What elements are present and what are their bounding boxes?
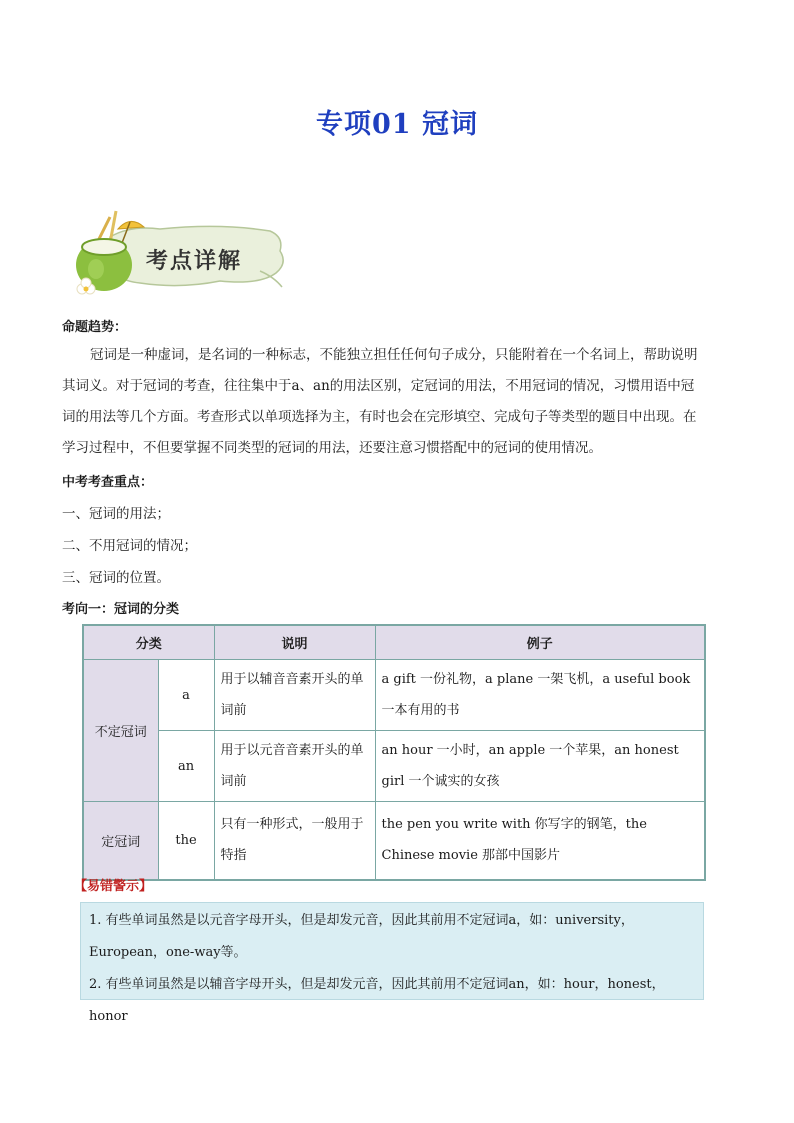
warning-title: 【易错警示】 [74,879,153,894]
header-cell: 例子 [375,625,705,660]
table-row [83,660,705,731]
banner-label: 考点详解 [146,248,243,274]
direction-heading: 考向一：冠词的分类 [62,602,180,617]
article-cell: a [158,660,214,731]
desc-cell: 用于以元音音素开头的单词前 [214,731,375,802]
example-cell: a gift 一份礼物，a plane 一架飞机，a useful book 一本有用的书 [375,660,705,731]
trend-heading: 命题趋势： [62,320,128,335]
example-cell: the pen you write with 你写字的钢笔，the Chinese movie 那部中国影片 [375,802,705,880]
warning-box [80,902,704,1024]
header-cell: 说明 [214,625,375,660]
focus-item: 一、冠词的用法； [62,506,170,522]
table-row [83,731,705,802]
focus-item: 三、冠词的位置。 [62,570,170,586]
focus-heading: 中考考查重点： [62,475,154,490]
desc-cell: 只有一种形式，一般用于特指 [214,802,375,880]
trend-paragraph: 冠词是一种虚词，是名词的一种标志，不能独立担任任何句子成分，只能附着在一个名词上，帮助说明其词义。对于冠词的考查，往往集中于a、an的用法区别，定冠词的用法，不用冠词的情况，习惯用语中冠词的用法等几个方面。考查形式以单项选择为主，有时也会在完形填空、完成句子等类型的题目中出现。在学习过程中，不但要掌握不同类型的冠词的用法，还要注意习惯搭配中的冠词的使用情况。 [62,347,698,456]
table-header-row [83,625,705,660]
header-cell: 分类 [83,625,214,660]
definite-article-label: 定冠词 [83,802,158,880]
article-cell: an [158,731,214,802]
page-title: 专项01 冠词 [316,109,478,140]
desc-cell: 用于以辅音音素开头的单词前 [214,660,375,731]
indefinite-article-label: 不定冠词 [83,660,158,802]
warning-item: 2. 有些单词虽然是以辅音字母开头，但是却发元音，因此其前用不定冠词an，如：hour，honest，honor [89,977,665,1024]
focus-item: 二、不用冠词的情况； [62,538,197,554]
warning-item: 1. 有些单词虽然是以元音字母开头，但是却发元音，因此其前用不定冠词a，如：university， [89,913,634,928]
table-row [83,802,705,880]
article-cell: the [158,802,214,880]
warning-item: European，one-way等。 [89,945,247,960]
example-cell: an hour 一小时，an apple 一个苹果，an honest girl 一个诚实的女孩 [375,731,705,802]
article-classification-table [82,624,706,881]
